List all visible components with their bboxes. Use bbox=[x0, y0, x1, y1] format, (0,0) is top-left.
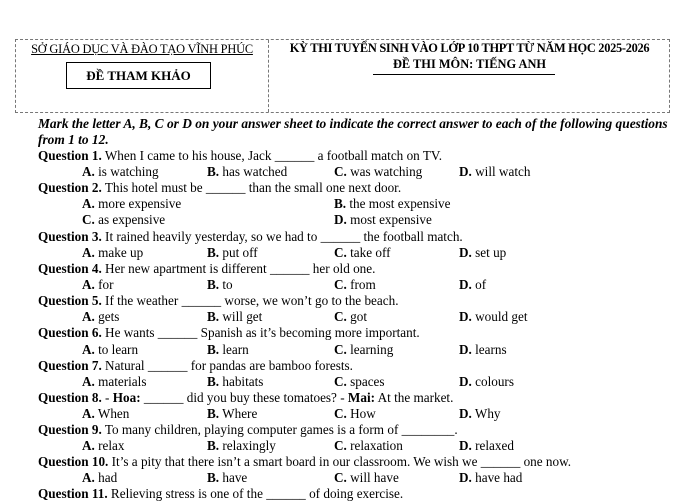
option-a[interactable]: A. relax bbox=[82, 438, 125, 453]
question-8: Question 8. - Hoa: ______ did you buy these tomatoes? - Mai: At the market. bbox=[38, 390, 454, 405]
option-d[interactable]: D. set up bbox=[459, 245, 507, 260]
options-10 bbox=[82, 470, 682, 486]
department-title: SỞ GIÁO DỤC VÀ ĐÀO TẠO VĨNH PHÚC bbox=[31, 42, 253, 56]
options-2a bbox=[82, 196, 682, 212]
option-d[interactable]: D. of bbox=[459, 277, 487, 292]
option-c[interactable]: C. relaxation bbox=[334, 438, 403, 453]
options-8 bbox=[82, 406, 682, 422]
option-b[interactable]: B. relaxingly bbox=[207, 438, 276, 453]
option-b[interactable]: B. will get bbox=[207, 309, 263, 324]
option-b[interactable]: B. to bbox=[207, 277, 233, 292]
reference-exam-badge: ĐỀ THAM KHẢO bbox=[66, 62, 211, 89]
option-d[interactable]: D. most expensive bbox=[334, 212, 432, 227]
question-9: Question 9. To many children, playing computer games is a form of ________. bbox=[38, 422, 458, 437]
option-c[interactable]: C. learning bbox=[334, 342, 394, 357]
options-9 bbox=[82, 438, 682, 454]
option-d[interactable]: D. Why bbox=[459, 406, 501, 421]
option-c[interactable]: C. How bbox=[334, 406, 376, 421]
options-7 bbox=[82, 374, 682, 390]
exam-header bbox=[15, 39, 670, 113]
option-d[interactable]: D. would get bbox=[459, 309, 528, 324]
option-a[interactable]: A. When bbox=[82, 406, 130, 421]
question-6: Question 6. He wants ______ Spanish as it’s becoming more important. bbox=[38, 325, 420, 340]
question-10: Question 10. It’s a pity that there isn’t a smart board in our classroom. We wish we ______ one now. bbox=[38, 454, 572, 469]
option-b[interactable]: B. have bbox=[207, 470, 248, 485]
option-c[interactable]: C. spaces bbox=[334, 374, 385, 389]
option-a[interactable]: A. to learn bbox=[82, 342, 139, 357]
option-c[interactable]: C. got bbox=[334, 309, 367, 324]
option-a[interactable]: A. more expensive bbox=[82, 196, 182, 211]
question-4: Question 4. Her new apartment is different ______ her old one. bbox=[38, 261, 376, 276]
option-d[interactable]: D. relaxed bbox=[459, 438, 514, 453]
option-c[interactable]: C. will have bbox=[334, 470, 399, 485]
question-1: Question 1. When I came to his house, Jack ______ a football match on TV. bbox=[38, 148, 442, 163]
options-4 bbox=[82, 277, 682, 293]
options-3 bbox=[82, 245, 682, 261]
option-a[interactable]: A. gets bbox=[82, 309, 120, 324]
option-d[interactable]: D. colours bbox=[459, 374, 514, 389]
option-b[interactable]: B. Where bbox=[207, 406, 258, 421]
exam-title: KỲ THI TUYỂN SINH VÀO LỚP 10 THPT TỪ NĂM HỌC 2025-2026 bbox=[289, 41, 650, 55]
options-1 bbox=[82, 164, 682, 180]
option-c[interactable]: C. take off bbox=[334, 245, 391, 260]
option-d[interactable]: D. will watch bbox=[459, 164, 531, 179]
subject-underline bbox=[373, 74, 555, 75]
option-b[interactable]: B. put off bbox=[207, 245, 258, 260]
option-a[interactable]: A. for bbox=[82, 277, 114, 292]
option-b[interactable]: B. has watched bbox=[207, 164, 288, 179]
option-c[interactable]: C. as expensive bbox=[82, 212, 166, 227]
option-a[interactable]: A. make up bbox=[82, 245, 144, 260]
options-5 bbox=[82, 309, 682, 325]
options-2b bbox=[82, 212, 682, 228]
question-11: Question 11. Relieving stress is one of the ______ of doing exercise. bbox=[38, 486, 404, 501]
question-7: Question 7. Natural ______ for pandas are bamboo forests. bbox=[38, 358, 353, 373]
instructions: Mark the letter A, B, C or D on your answer sheet to indicate the correct answer to each of the following questions from 1 to 12. bbox=[38, 116, 668, 147]
option-a[interactable]: A. is watching bbox=[82, 164, 159, 179]
question-5: Question 5. If the weather ______ worse, we won’t go to the beach. bbox=[38, 293, 399, 308]
question-2: Question 2. This hotel must be ______ than the small one next door. bbox=[38, 180, 402, 195]
option-c[interactable]: C. was watching bbox=[334, 164, 423, 179]
question-3: Question 3. It rained heavily yesterday, so we had to ______ the football match. bbox=[38, 229, 463, 244]
option-a[interactable]: A. materials bbox=[82, 374, 147, 389]
option-b[interactable]: B. the most expensive bbox=[334, 196, 451, 211]
option-a[interactable]: A. had bbox=[82, 470, 118, 485]
option-b[interactable]: B. habitats bbox=[207, 374, 264, 389]
exam-subject: ĐỀ THI MÔN: TIẾNG ANH bbox=[392, 57, 547, 71]
option-d[interactable]: D. learns bbox=[459, 342, 507, 357]
option-b[interactable]: B. learn bbox=[207, 342, 249, 357]
options-6 bbox=[82, 342, 682, 358]
option-c[interactable]: C. from bbox=[334, 277, 376, 292]
option-d[interactable]: D. have had bbox=[459, 470, 523, 485]
